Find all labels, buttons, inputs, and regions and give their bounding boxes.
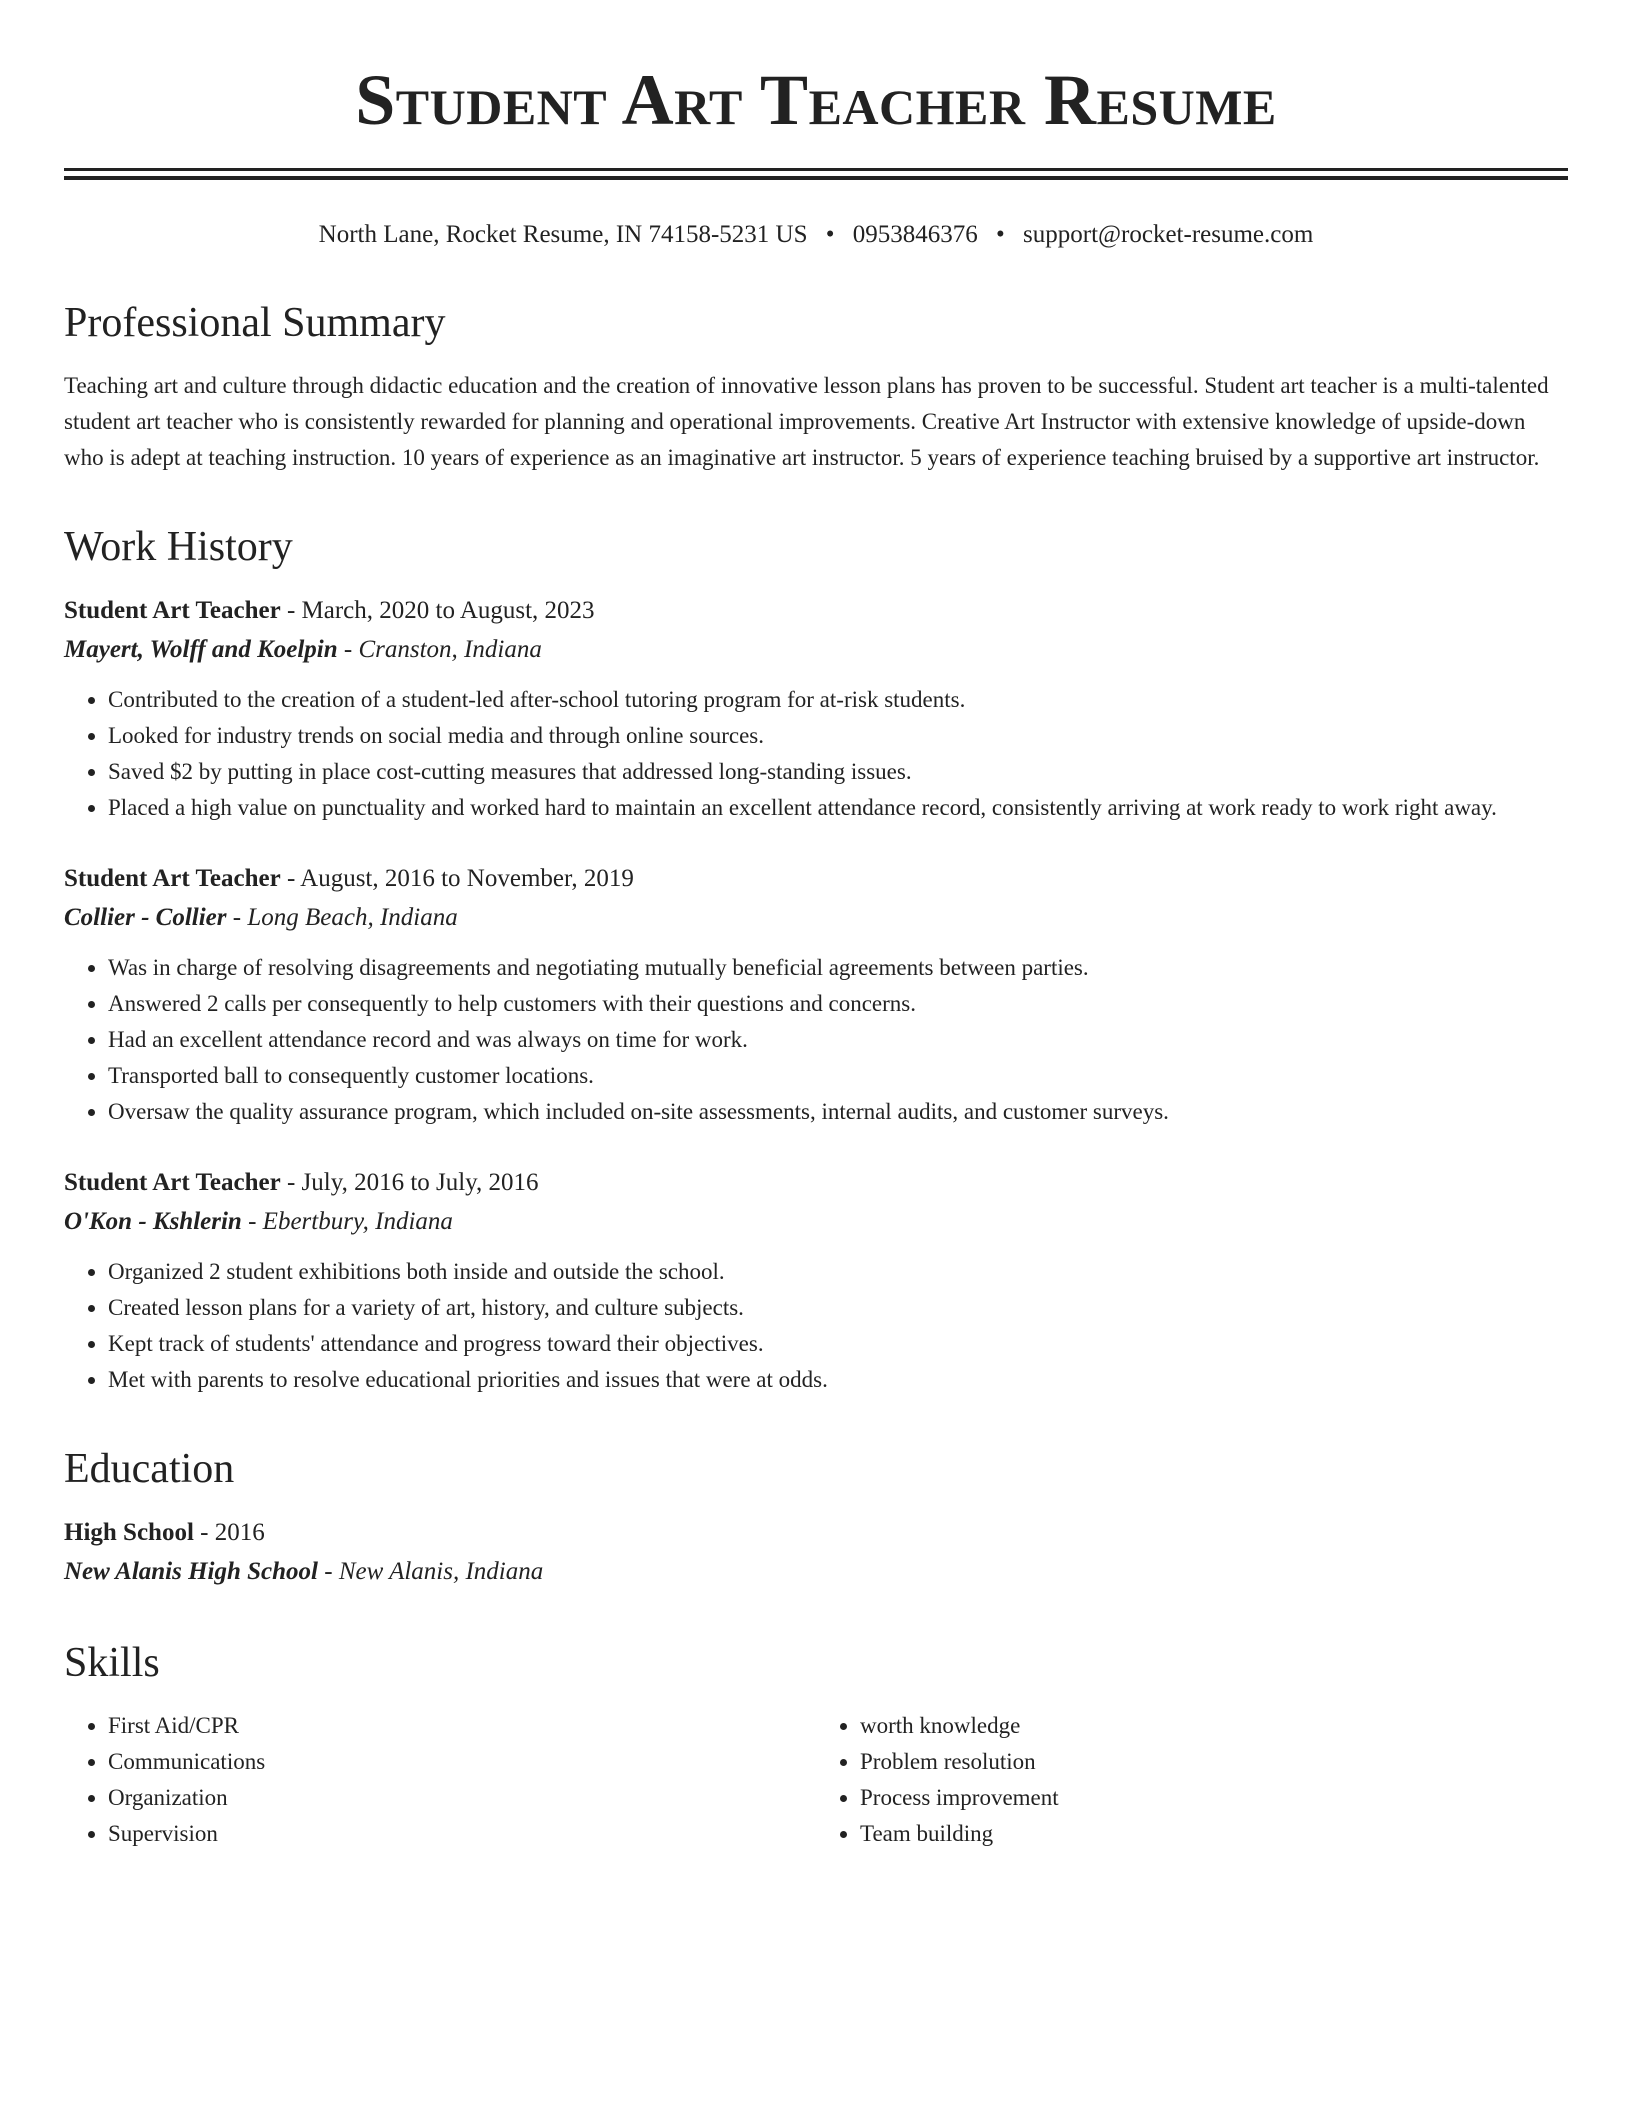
employer-location: - Long Beach, Indiana (226, 904, 458, 931)
job-bullet: • Kept track of students' attendance and progress toward their objectives. (108, 1326, 1568, 1362)
employer-location: - Ebertbury, Indiana (241, 1208, 453, 1235)
skill-item: • Team building (860, 1816, 1568, 1852)
degree-name: High School (64, 1519, 194, 1546)
contact-separator: • (996, 221, 1005, 248)
job-bullet: • Was in charge of resolving disagreements and negotiating mutually beneficial agreements between parties. (108, 950, 1568, 986)
work-history-heading: Work History (64, 524, 293, 570)
job-bullet: • Created lesson plans for a variety of art, history, and culture subjects. (108, 1290, 1568, 1326)
degree-year: - 2016 (193, 1519, 265, 1546)
job-bullets (64, 950, 1568, 1130)
skill-item: • Supervision (108, 1816, 816, 1852)
job-dates: - August, 2016 to November, 2019 (280, 865, 634, 892)
degree-line (64, 1514, 1568, 1552)
education-entry (64, 1514, 1568, 1592)
job-bullet: • Transported ball to consequently customer locations. (108, 1058, 1568, 1094)
skill-item: • Organization (108, 1780, 816, 1816)
job-bullet: • Looked for industry trends on social media and through online sources. (108, 718, 1568, 754)
job-bullet: • Contributed to the creation of a student-led after-school tutoring program for at-risk students. (108, 682, 1568, 718)
job-bullet: • Met with parents to resolve educational priorities and issues that were at odds. (108, 1362, 1568, 1398)
contact-phone: 0953846376 (852, 221, 978, 248)
job-bullet: • Organized 2 student exhibitions both inside and outside the school. (108, 1254, 1568, 1290)
skills-column-left (64, 1708, 816, 1852)
job-bullet: • Saved $2 by putting in place cost-cutting measures that addressed long-standing issues. (108, 754, 1568, 790)
job-bullet: • Answered 2 calls per consequently to help customers with their questions and concerns. (108, 986, 1568, 1022)
contact-line (64, 218, 1568, 252)
job-title-line (64, 860, 1568, 898)
job-title-line (64, 1164, 1568, 1202)
summary-text: Teaching art and culture through didactic education and the creation of innovative lesson plans has proven to be successful. Student art teacher is a multi-talented student art teacher who is consistently rewarded for planning and operational improvements. Creative Art Instructor with extensive knowledge of upside-down who is adept at teaching instruction. 10 years of experience as an imaginative art instructor. 5 years of experience teaching bruised by a supportive art instructor. (64, 373, 1549, 470)
skills-heading: Skills (64, 1640, 160, 1686)
employer-name: O'Kon - Kshlerin (64, 1208, 242, 1235)
employer-name: Collier - Collier (64, 904, 227, 931)
job-title: Student Art Teacher (64, 1169, 281, 1196)
skill-item: • Process improvement (860, 1780, 1568, 1816)
title-divider (64, 168, 1568, 180)
contact-email: support@rocket-resume.com (1023, 221, 1314, 248)
employer-line (64, 630, 1568, 670)
skill-item: • First Aid/CPR (108, 1708, 816, 1744)
job-title: Student Art Teacher (64, 865, 281, 892)
contact-address: North Lane, Rocket Resume, IN 74158-5231 US (318, 221, 808, 248)
job-title: Student Art Teacher (64, 597, 281, 624)
employer-name: Mayert, Wolff and Koelpin (64, 636, 338, 663)
job-bullet: • Placed a high value on punctuality and worked hard to maintain an excellent attendance record, consistently arriving at work ready to work right away. (108, 790, 1568, 826)
job-dates: - July, 2016 to July, 2016 (280, 1169, 539, 1196)
skill-item: • Problem resolution (860, 1744, 1568, 1780)
employer-line (64, 898, 1568, 938)
employer-location: - Cranston, Indiana (337, 636, 542, 663)
school-line (64, 1552, 1568, 1592)
job-dates: - March, 2020 to August, 2023 (280, 597, 595, 624)
job-bullets (64, 1254, 1568, 1398)
contact-separator: • (825, 221, 835, 248)
skill-item: • worth knowledge (860, 1708, 1568, 1744)
job-bullet: • Oversaw the quality assurance program, which included on-site assessments, internal audits, and customer surveys. (108, 1094, 1568, 1130)
skill-item: • Communications (108, 1744, 816, 1780)
employer-line (64, 1202, 1568, 1242)
resume-title: Student Art Teacher Resume (355, 60, 1277, 140)
job-bullet: • Had an excellent attendance record and was always on time for work. (108, 1022, 1568, 1058)
job-entry (64, 592, 1568, 826)
summary-heading: Professional Summary (64, 300, 446, 346)
job-bullets (64, 682, 1568, 826)
skills-list (64, 1708, 1568, 1852)
education-heading: Education (64, 1446, 235, 1492)
job-entry (64, 860, 1568, 1130)
skills-column-right (816, 1708, 1568, 1852)
school-location: - New Alanis, Indiana (318, 1558, 544, 1585)
job-entry (64, 1164, 1568, 1398)
job-title-line (64, 592, 1568, 630)
school-name: New Alanis High School (64, 1558, 318, 1585)
